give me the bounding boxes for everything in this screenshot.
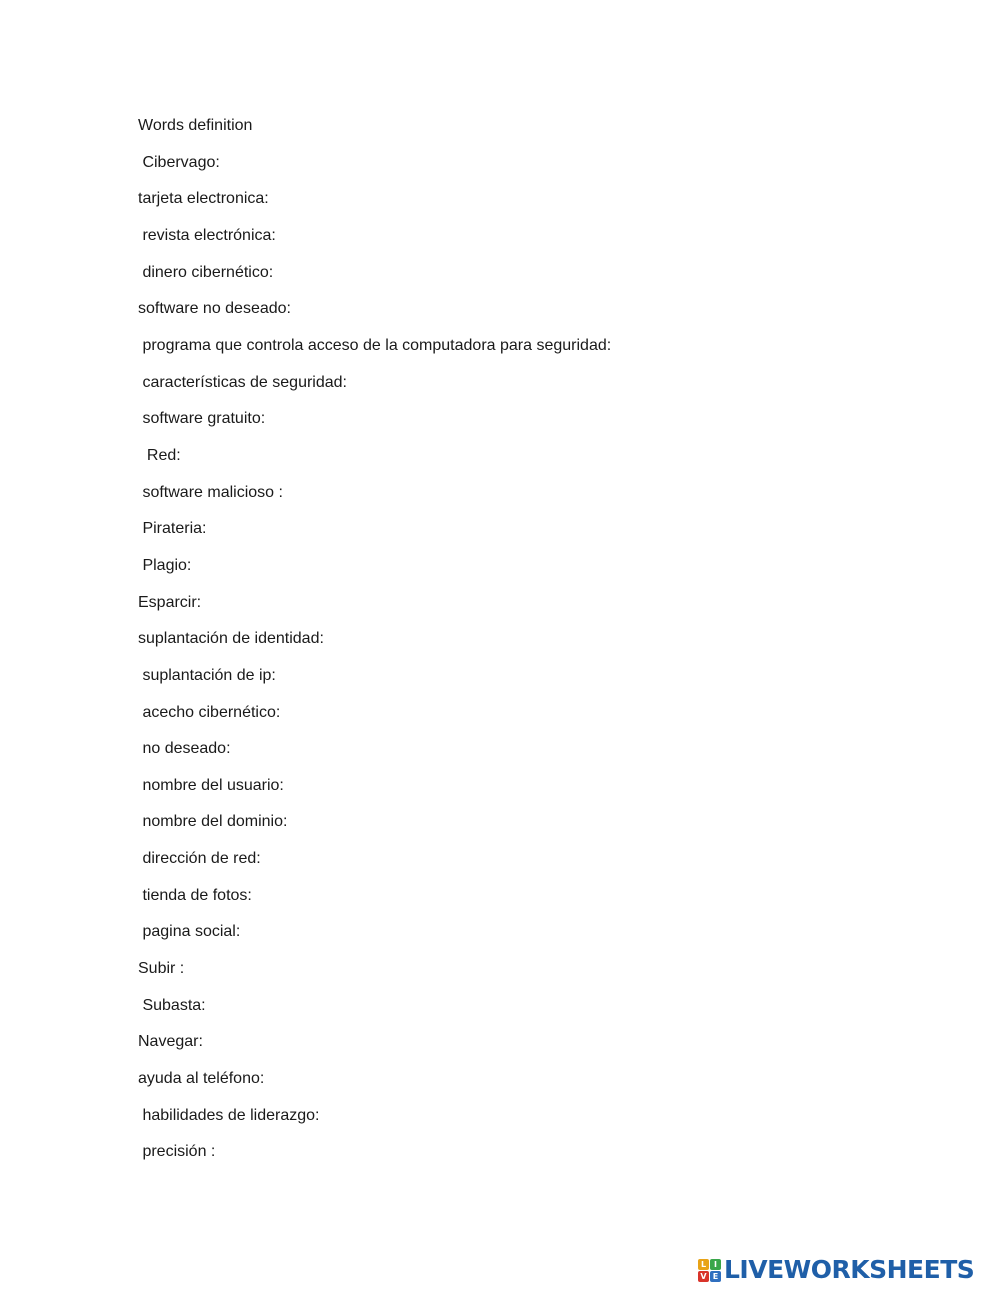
- term-line: características de seguridad:: [138, 373, 347, 391]
- term-line: software no deseado:: [138, 300, 291, 318]
- term-line: Plagio:: [138, 556, 192, 574]
- term-line: revista electrónica:: [138, 226, 276, 244]
- term-line: programa que controla acceso de la computadora para seguridad:: [138, 336, 612, 354]
- term-line: Red:: [138, 446, 181, 464]
- logo-letter: V: [698, 1271, 709, 1282]
- term-line: habilidades de liderazgo:: [138, 1106, 320, 1124]
- term-line: ayuda al teléfono:: [138, 1070, 265, 1088]
- logo-letter: E: [710, 1271, 721, 1282]
- term-line: Subir :: [138, 960, 185, 978]
- term-line: dinero cibernético:: [138, 263, 274, 281]
- worksheet: [138, 114, 898, 1177]
- term-line: Subasta:: [138, 996, 206, 1014]
- term-line: nombre del dominio:: [138, 813, 288, 831]
- logo-letter: I: [710, 1259, 721, 1270]
- term-line: tarjeta electronica:: [138, 190, 269, 208]
- logo-text: LIVEWORKSHEETS: [724, 1255, 975, 1284]
- term-line: software gratuito:: [138, 410, 266, 428]
- term-line: nombre del usuario:: [138, 776, 284, 794]
- term-line: no deseado:: [138, 740, 231, 758]
- liveworksheets-logo-icon: [698, 1259, 721, 1282]
- term-line: pagina social:: [138, 923, 241, 941]
- term-line: suplantación de ip:: [138, 666, 276, 684]
- term-line: tienda de fotos:: [138, 886, 252, 904]
- logo-letter: L: [698, 1259, 709, 1270]
- term-line: suplantación de identidad:: [138, 630, 324, 648]
- term-line: Esparcir:: [138, 593, 202, 611]
- term-line: precisión :: [138, 1143, 216, 1161]
- liveworksheets-logo: [698, 1256, 974, 1284]
- worksheet-title: Words definition: [138, 117, 253, 134]
- term-line: acecho cibernético:: [138, 703, 281, 721]
- term-line: dirección de red:: [138, 850, 261, 868]
- term-line: Pirateria:: [138, 520, 207, 538]
- term-line: software malicioso :: [138, 483, 283, 501]
- term-line: Navegar:: [138, 1033, 203, 1051]
- term-line: Cibervago:: [138, 153, 220, 171]
